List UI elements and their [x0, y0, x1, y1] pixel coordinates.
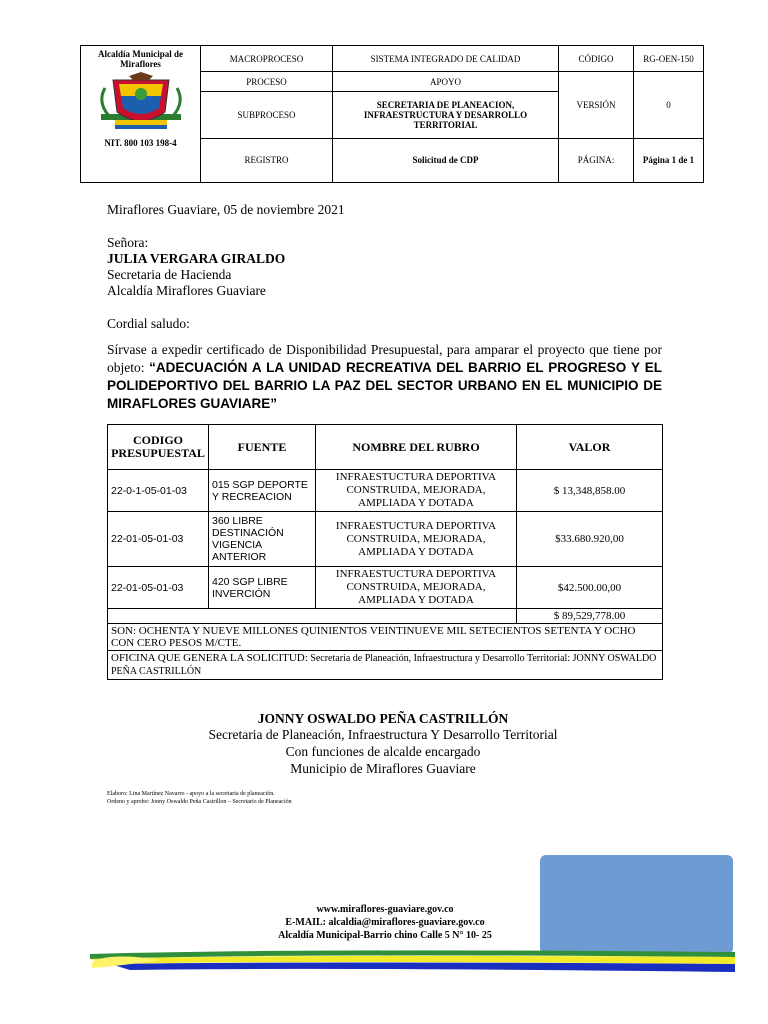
requesting-office-value: Secretaria de Planeación, Infraestructura y Desarrollo Territorial: JONNY OSWALDO PEÑA CASTRILLÓN	[111, 653, 657, 677]
row-rubro: INFRAESTUCTURA DEPORTIVA CONSTRUIDA, MEJORADA, AMPLIADA Y DOTADA	[316, 512, 517, 567]
requesting-office	[108, 651, 663, 680]
prepared-by-note: Elaboro: Lina Martínez Navarro - apoyo a la secretaria de planeación.	[107, 791, 275, 797]
approved-by-note: Ordeno y aprobo: Jonny Oswaldo Peña Castrillon – Secretario de Planeación	[107, 799, 292, 805]
organization-cell	[81, 46, 201, 183]
total-spacer	[108, 609, 517, 624]
municipal-crest-logo	[93, 72, 189, 134]
total-row	[108, 609, 663, 624]
signer-name: JONNY OSWALDO PEÑA CASTRILLÓN	[257, 711, 509, 726]
oficina-row	[108, 651, 663, 680]
subproceso-value: SECRETARIA DE PLANEACION, INFRAESTRUCTURA Y DESARROLLO TERRITORIAL	[333, 92, 559, 138]
column-header-rubro: NOMBRE DEL RUBRO	[316, 425, 517, 470]
greeting: Cordial saludo:	[107, 316, 190, 331]
project-name: “ADECUACIÓN A LA UNIDAD RECREATIVA DEL BARRIO EL PROGRESO Y EL POLIDEPORTIVO DEL BARRIO LA PAZ DEL SECTOR URBANO EN EL MUNICIPIO DE MIRAFLORES GUAVIARE”	[107, 360, 662, 411]
signer-title: Secretaria de Planeación, Infraestructura Y Desarrollo Territorial	[208, 727, 558, 742]
row-value: $ 13,348,858.00	[517, 470, 663, 512]
recipient-name: JULIA VERGARA GIRALDO	[107, 251, 286, 266]
row-rubro: INFRAESTUCTURA DEPORTIVA CONSTRUIDA, MEJORADA, AMPLIADA Y DOTADA	[316, 567, 517, 609]
registro-label: REGISTRO	[201, 138, 333, 182]
row-value: $33.680.920,00	[517, 512, 663, 567]
son-row	[108, 624, 663, 651]
column-header-valor: VALOR	[517, 425, 663, 470]
proceso-value: APOYO	[333, 72, 559, 92]
recipient-organization: Alcaldía Miraflores Guaviare	[107, 283, 266, 298]
table-row	[108, 567, 663, 609]
row-source: 015 SGP DEPORTE Y RECREACION	[209, 470, 316, 512]
pagina-value: Página 1 de 1	[634, 138, 704, 182]
amount-in-words: SON: OCHENTA Y NUEVE MILLONES QUINIENTOS VEINTINUEVE MIL SETECIENTOS SETENTA Y OCHO CON CERO PESOS M/CTE.	[108, 624, 663, 651]
macroproceso-label: MACROPROCESO	[201, 46, 333, 72]
row-code: 22-0-1-05-01-03	[108, 470, 209, 512]
signer-function: Con funciones de alcalde encargado	[285, 744, 481, 759]
recipient-title: Secretaria de Hacienda	[107, 267, 232, 282]
organization-nit: NIT. 800 103 198-4	[104, 138, 177, 148]
row-code: 22-01-05-01-03	[108, 512, 209, 567]
row-source: 360 LIBRE DESTINACIÓN VIGENCIA ANTERIOR	[209, 512, 316, 567]
footer-address: Alcaldía Municipal-Barrio chino Calle 5 N° 10- 25	[278, 930, 492, 941]
column-header-fuente: FUENTE	[209, 425, 316, 470]
registro-value: Solicitud de CDP	[333, 138, 559, 182]
version-label: VERSIÓN	[559, 72, 634, 138]
codigo-value: RG-OEN-150	[634, 46, 704, 72]
organization-name: Alcaldía Municipal de Miraflores	[97, 49, 183, 69]
salutation: Señora:	[107, 235, 149, 250]
date-line: Miraflores Guaviare, 05 de noviembre 2021	[107, 202, 345, 217]
subproceso-label: SUBPROCESO	[201, 92, 333, 138]
row-rubro: INFRAESTUCTURA DEPORTIVA CONSTRUIDA, MEJORADA, AMPLIADA Y DOTADA	[316, 470, 517, 512]
footer-color-stripes	[0, 940, 768, 980]
column-header-codigo: CODIGO PRESUPUESTAL	[108, 425, 209, 470]
document-header-table	[80, 45, 704, 183]
budget-table	[107, 424, 663, 680]
table-row	[108, 470, 663, 512]
request-paragraph	[107, 341, 662, 413]
footer-website: www.miraflores-guaviare.gov.co	[316, 904, 454, 915]
total-value: $ 89,529,778.00	[517, 609, 663, 624]
footer-email: E-MAIL: alcaldia@miraflores-guaviare.gov.co	[285, 917, 485, 928]
macroproceso-value: SISTEMA INTEGRADO DE CALIDAD	[333, 46, 559, 72]
codigo-label: CÓDIGO	[559, 46, 634, 72]
table-row	[108, 512, 663, 567]
proceso-label: PROCESO	[201, 72, 333, 92]
row-code: 22-01-05-01-03	[108, 567, 209, 609]
requesting-office-label: OFICINA QUE GENERA LA SOLICITUD:	[111, 652, 308, 664]
row-value: $42.500.00,00	[517, 567, 663, 609]
version-value: 0	[634, 72, 704, 138]
signer-municipality: Municipio de Miraflores Guaviare	[290, 761, 476, 776]
request-text: Sírvase a expedir certificado de Disponibilidad Presupuestal, para amparar el proyecto que tiene por objeto:	[107, 342, 662, 375]
pagina-label: PÁGINA:	[559, 138, 634, 182]
row-source: 420 SGP LIBRE INVERCIÓN	[209, 567, 316, 609]
